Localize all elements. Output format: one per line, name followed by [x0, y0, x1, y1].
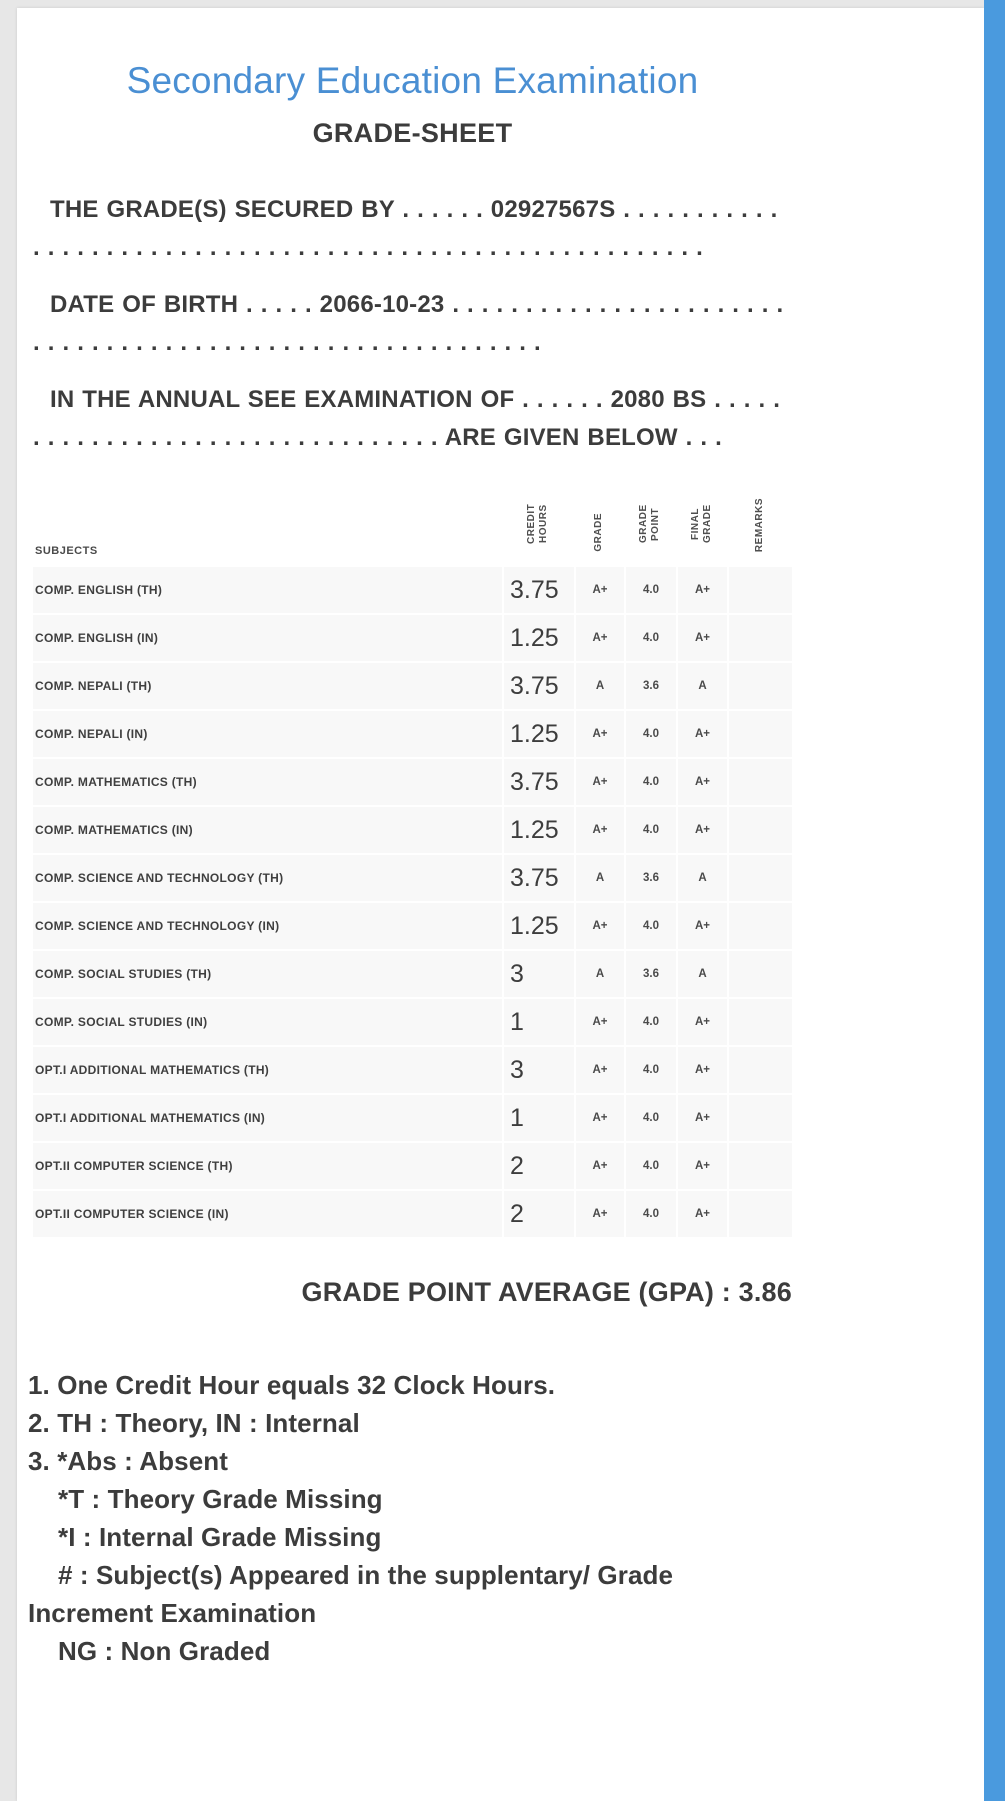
credit-hours-value: 2 [502, 1143, 574, 1191]
note-line: 2. TH : Theory, IN : Internal [28, 1408, 360, 1438]
grade-value: A+ [574, 759, 624, 807]
remarks-value [727, 615, 792, 663]
final-grade-value: A+ [676, 615, 727, 663]
table-row [33, 951, 792, 999]
grade-value: A+ [574, 903, 624, 951]
subject-name: COMP. ENGLISH (TH) [33, 567, 502, 615]
note-line: 1. One Credit Hour equals 32 Clock Hours. [28, 1370, 556, 1400]
final-grade-value: A+ [676, 807, 727, 855]
secured-by-line: THE GRADE(S) SECURED BY . . . . . . 02927567S . . . . . . . . . . . . . . . . . . . . . . . . . . . . . . . . . . . . . . . . . . . . . . . . . . . . . . . . . [33, 196, 778, 261]
subject-name: COMP. SOCIAL STUDIES (TH) [33, 951, 502, 999]
final-grade-value: A [676, 855, 727, 903]
grade-value: A [574, 951, 624, 999]
final-grade-value: A+ [676, 1143, 727, 1191]
column-header-credit-hours [502, 487, 574, 567]
credit-hours-value: 3.75 [502, 663, 574, 711]
table-row [33, 567, 792, 615]
final-grade-value: A+ [676, 999, 727, 1047]
credit-hours-value: 1.25 [502, 615, 574, 663]
grades-table [33, 487, 792, 1239]
grade-point-value: 3.6 [624, 855, 676, 903]
grades-table-body [33, 567, 792, 1239]
grade-point-value: 4.0 [624, 615, 676, 663]
final-grade-value: A+ [676, 903, 727, 951]
grade-point-value: 4.0 [624, 1047, 676, 1095]
table-row [33, 1047, 792, 1095]
table-row [33, 855, 792, 903]
grade-point-value: 4.0 [624, 567, 676, 615]
grade-point-value: 4.0 [624, 1095, 676, 1143]
table-header-row [33, 487, 792, 567]
grade-sheet-heading: GRADE-SHEET [312, 118, 513, 148]
table-row [33, 615, 792, 663]
subject-name: COMP. SCIENCE AND TECHNOLOGY (TH) [33, 855, 502, 903]
column-header-final-grade [676, 487, 727, 567]
remarks-value [727, 1047, 792, 1095]
grade-value: A+ [574, 1095, 624, 1143]
grade-value: A+ [574, 615, 624, 663]
remarks-value [727, 855, 792, 903]
final-grade-value: A+ [676, 711, 727, 759]
note-line: NG : Non Graded [58, 1636, 271, 1666]
subject-name: COMP. SOCIAL STUDIES (IN) [33, 999, 502, 1047]
credit-hours-value: 3.75 [502, 855, 574, 903]
grade-header-label: GRADE [593, 513, 604, 552]
subject-name: COMP. NEPALI (IN) [33, 711, 502, 759]
grade-value: A+ [574, 999, 624, 1047]
note-line: *I : Internal Grade Missing [58, 1522, 382, 1552]
table-row [33, 1143, 792, 1191]
final-grade-value: A+ [676, 1047, 727, 1095]
grade-value: A+ [574, 567, 624, 615]
final-grade-value: A [676, 663, 727, 711]
table-row [33, 711, 792, 759]
final-grade-value: A [676, 951, 727, 999]
note-line: 3. *Abs : Absent [28, 1446, 229, 1476]
subject-name: COMP. MATHEMATICS (IN) [33, 807, 502, 855]
credit-hours-value: 1.25 [502, 807, 574, 855]
grade-value: A+ [574, 711, 624, 759]
grade-point-value: 4.0 [624, 759, 676, 807]
grade-point-value: 4.0 [624, 999, 676, 1047]
note-line: # : Subject(s) Appeared in the supplentary/ Grade Increment Examination [28, 1560, 674, 1628]
subject-name: OPT.I ADDITIONAL MATHEMATICS (TH) [33, 1047, 502, 1095]
credit-hours-value: 1.25 [502, 903, 574, 951]
grade-point-value: 4.0 [624, 1191, 676, 1239]
remarks-header-label: REMARKS [753, 497, 765, 552]
column-header-grade-point [624, 487, 676, 567]
final-grade-value: A+ [676, 1095, 727, 1143]
table-row [33, 999, 792, 1047]
remarks-value [727, 807, 792, 855]
column-header-remarks [727, 487, 792, 567]
remarks-value [727, 1095, 792, 1143]
subject-name: OPT.II COMPUTER SCIENCE (TH) [33, 1143, 502, 1191]
subject-name: COMP. ENGLISH (IN) [33, 615, 502, 663]
table-row [33, 807, 792, 855]
remarks-value [727, 999, 792, 1047]
credit-hours-value: 3.75 [502, 759, 574, 807]
final-grade-value: A+ [676, 567, 727, 615]
credit-hours-value: 3 [502, 1047, 574, 1095]
date-of-birth-line: DATE OF BIRTH . . . . . 2066-10-23 . . . . . . . . . . . . . . . . . . . . . . . . . . . . . . . . . . . . . . . . . . . . . . . . . . . . . . . . . . [33, 291, 784, 356]
subject-name: COMP. MATHEMATICS (TH) [33, 759, 502, 807]
grade-value: A [574, 663, 624, 711]
grade-point-value: 4.0 [624, 1143, 676, 1191]
credit-hours-value: 3 [502, 951, 574, 999]
remarks-value [727, 903, 792, 951]
remarks-value [727, 567, 792, 615]
grade-sheet-content [17, 8, 984, 1670]
credit-hours-header-label: CREDIT HOURS [526, 503, 549, 545]
grade-value: A+ [574, 1047, 624, 1095]
credit-hours-value: 1 [502, 1095, 574, 1143]
final-grade-value: A+ [676, 759, 727, 807]
remarks-value [727, 1143, 792, 1191]
grade-point-value: 4.0 [624, 711, 676, 759]
credit-hours-value: 2 [502, 1191, 574, 1239]
credit-hours-value: 3.75 [502, 567, 574, 615]
grade-value: A [574, 855, 624, 903]
subject-name: COMP. SCIENCE AND TECHNOLOGY (IN) [33, 903, 502, 951]
column-header-grade [574, 487, 624, 567]
page-title: Secondary Education Examination [126, 60, 699, 101]
grade-point-value: 3.6 [624, 663, 676, 711]
grade-value: A+ [574, 807, 624, 855]
grade-value: A+ [574, 1191, 624, 1239]
column-header-subjects: SUBJECTS [33, 487, 502, 567]
subject-name: COMP. NEPALI (TH) [33, 663, 502, 711]
remarks-value [727, 951, 792, 999]
examination-year-line: IN THE ANNUAL SEE EXAMINATION OF . . . . . . 2080 BS . . . . . . . . . . . . . . . . . . . . . . . . . . . . . . . . . ARE GIVEN BELOW . . . [33, 386, 781, 451]
table-row [33, 759, 792, 807]
credit-hours-value: 1.25 [502, 711, 574, 759]
table-row [33, 1191, 792, 1239]
grade-point-header-label: GRADE POINT [638, 504, 661, 544]
table-row [33, 903, 792, 951]
final-grade-header-label: FINAL GRADE [689, 504, 713, 544]
remarks-value [727, 663, 792, 711]
remarks-value [727, 1191, 792, 1239]
remarks-value [727, 759, 792, 807]
subject-name: OPT.II COMPUTER SCIENCE (IN) [33, 1191, 502, 1239]
grade-point-value: 3.6 [624, 951, 676, 999]
credit-hours-value: 1 [502, 999, 574, 1047]
grade-point-value: 4.0 [624, 903, 676, 951]
notes-list [28, 1366, 792, 1670]
table-row [33, 663, 792, 711]
remarks-value [727, 711, 792, 759]
note-line: *T : Theory Grade Missing [58, 1484, 383, 1514]
scrollbar-thumb[interactable] [984, 0, 1005, 1801]
gpa-line: GRADE POINT AVERAGE (GPA) : 3.86 [301, 1277, 792, 1307]
grade-value: A+ [574, 1143, 624, 1191]
document-card [17, 8, 984, 1801]
final-grade-value: A+ [676, 1191, 727, 1239]
table-row [33, 1095, 792, 1143]
grade-point-value: 4.0 [624, 807, 676, 855]
subject-name: OPT.I ADDITIONAL MATHEMATICS (IN) [33, 1095, 502, 1143]
